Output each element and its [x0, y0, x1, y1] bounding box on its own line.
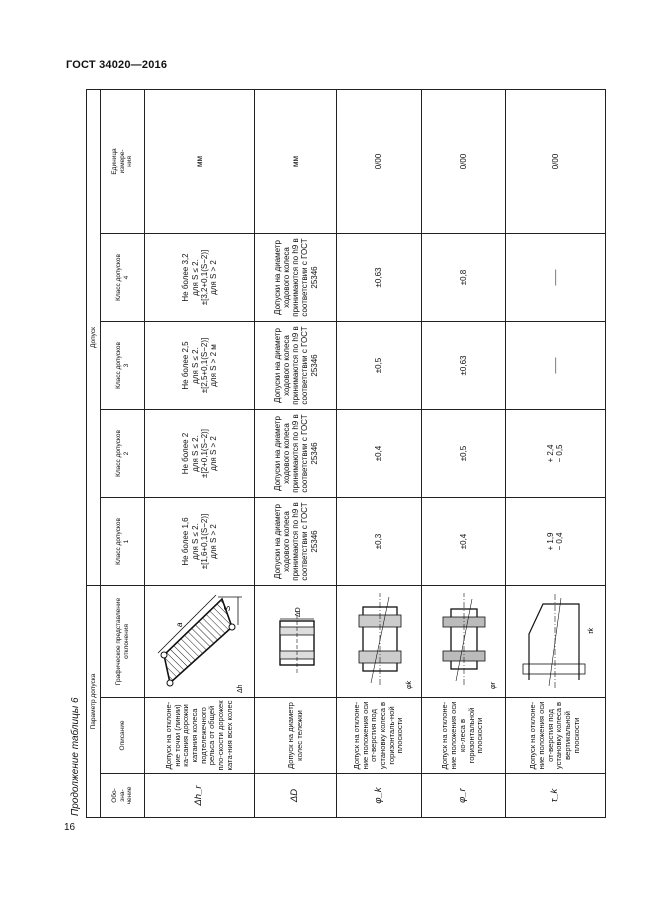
group-header-tolerance: Допуск: [87, 89, 101, 585]
col-header-class2: Класс допусков 2: [101, 410, 145, 498]
row-description: Допуск на отклоне-ние точки (линии) ка-сания дорожки катания колеса подтележечного рельса от общей пло-скости дорожек ката-ния всех колес: [145, 698, 255, 774]
fig-label-phi: φk: [406, 681, 414, 690]
row-unit: мм: [145, 89, 255, 233]
rotated-table-wrapper: [86, 90, 606, 818]
row-unit: 0/00: [505, 89, 605, 233]
row-class1: ±0,3: [337, 498, 421, 586]
row-class3: ——: [505, 322, 605, 410]
figure-bore-vertical: [505, 586, 605, 698]
figure-wheel-diameter: [255, 586, 337, 698]
fig-label-phi: φr: [490, 682, 498, 690]
col-header-class3: Класс допусков 3: [101, 322, 145, 410]
row-unit: мм: [255, 89, 337, 233]
row-class1: ±0,4: [421, 498, 505, 586]
col-header-description: Описание: [101, 698, 145, 774]
fig-label-tau: τk: [588, 628, 596, 635]
row-class3: ±0,5: [337, 322, 421, 410]
col-header-class1: Класс допусков 1: [101, 498, 145, 586]
row-symbol: ΔD: [255, 774, 337, 818]
figure-wheel-plane: [145, 586, 255, 698]
row-class2: ±0,5: [421, 410, 505, 498]
row-class2: ±0,4: [337, 410, 421, 498]
row-class4: Не более 3,2 для S ≤ 2. ±[3,2+0,1(S−2)] для S > 2: [145, 234, 255, 322]
tolerance-table: [86, 89, 606, 818]
row-class2: Допуски на диаметр ходового колеса принимаются по h9 в соответствии с ГОСТ 25346: [255, 410, 337, 498]
row-description: Допуск на отклоне-ние положения оси от-верстия под установку колеса в горизонталь-ной плоскости: [337, 698, 421, 774]
figure-wheel-axis-horizontal: [421, 586, 505, 698]
table-row: [145, 89, 255, 817]
row-symbol: τ_k: [505, 774, 605, 818]
fig-label-a: a: [174, 623, 184, 628]
figure-bore-horizontal: [337, 586, 421, 698]
row-description: Допуск на отклоне-ние положения оси от-верстия под установку колеса в вертикальной плоскости: [505, 698, 605, 774]
row-class4: ±0,8: [421, 234, 505, 322]
fig-label-d: ΔD: [294, 607, 302, 618]
row-description: Допуск на диаметр колес тележки: [255, 698, 337, 774]
row-symbol: φ_k: [337, 774, 421, 818]
row-class3: Не более 2,5 для S ≤ 2. ±[2,5+0,1(S−2)] для S > 2 м: [145, 322, 255, 410]
row-symbol: φ_r: [421, 774, 505, 818]
document-header: ГОСТ 34020—2016: [66, 59, 168, 71]
row-unit: 0/00: [421, 89, 505, 233]
row-class1: Допуски на диаметр ходового колеса принимаются по h9 в соответствии с ГОСТ 25346: [255, 498, 337, 586]
row-class2: Не более 2 для S ≤ 2. ±[2+0,1(S−2)] для S > 2: [145, 410, 255, 498]
row-class4: Допуски на диаметр ходового колеса принимаются по h9 в соответствии с ГОСТ 25346: [255, 234, 337, 322]
row-class1: Не более 1,6 для S ≤ 2. ±[1,6+0,1(S−2)] для S > 2: [145, 498, 255, 586]
row-symbol: Δh_r: [145, 774, 255, 818]
row-class1: + 1,9 − 0,4: [505, 498, 605, 586]
row-class3: Допуски на диаметр ходового колеса принимаются по h9 в соответствии с ГОСТ 25346: [255, 322, 337, 410]
fig-label-dh: Δh: [236, 684, 244, 694]
row-class2: + 2,4 − 0,5: [505, 410, 605, 498]
table-caption: Продолжение таблицы 6: [70, 697, 81, 816]
table-row: [337, 89, 421, 817]
table-row: [505, 89, 605, 817]
col-header-unit: Единица измере- ния: [101, 89, 145, 233]
col-header-class4: Класс допусков 4: [101, 234, 145, 322]
col-header-graphic: Графическое представление отклонения: [101, 586, 145, 698]
table-row: [421, 89, 505, 817]
row-unit: 0/00: [337, 89, 421, 233]
page-number: 16: [64, 822, 76, 833]
col-header-symbol: Обо- зна- чение: [101, 774, 145, 818]
row-description: Допуск на отклоне-ние положения оси ко-леса в горизонтальной плоскости: [421, 698, 505, 774]
group-header-param: Параметр допуска: [87, 586, 101, 818]
row-class3: ±0,63: [421, 322, 505, 410]
fig-label-s: S: [222, 606, 232, 612]
row-class4: ——: [505, 234, 605, 322]
row-class4: ±0,63: [337, 234, 421, 322]
table-row: [255, 89, 337, 817]
